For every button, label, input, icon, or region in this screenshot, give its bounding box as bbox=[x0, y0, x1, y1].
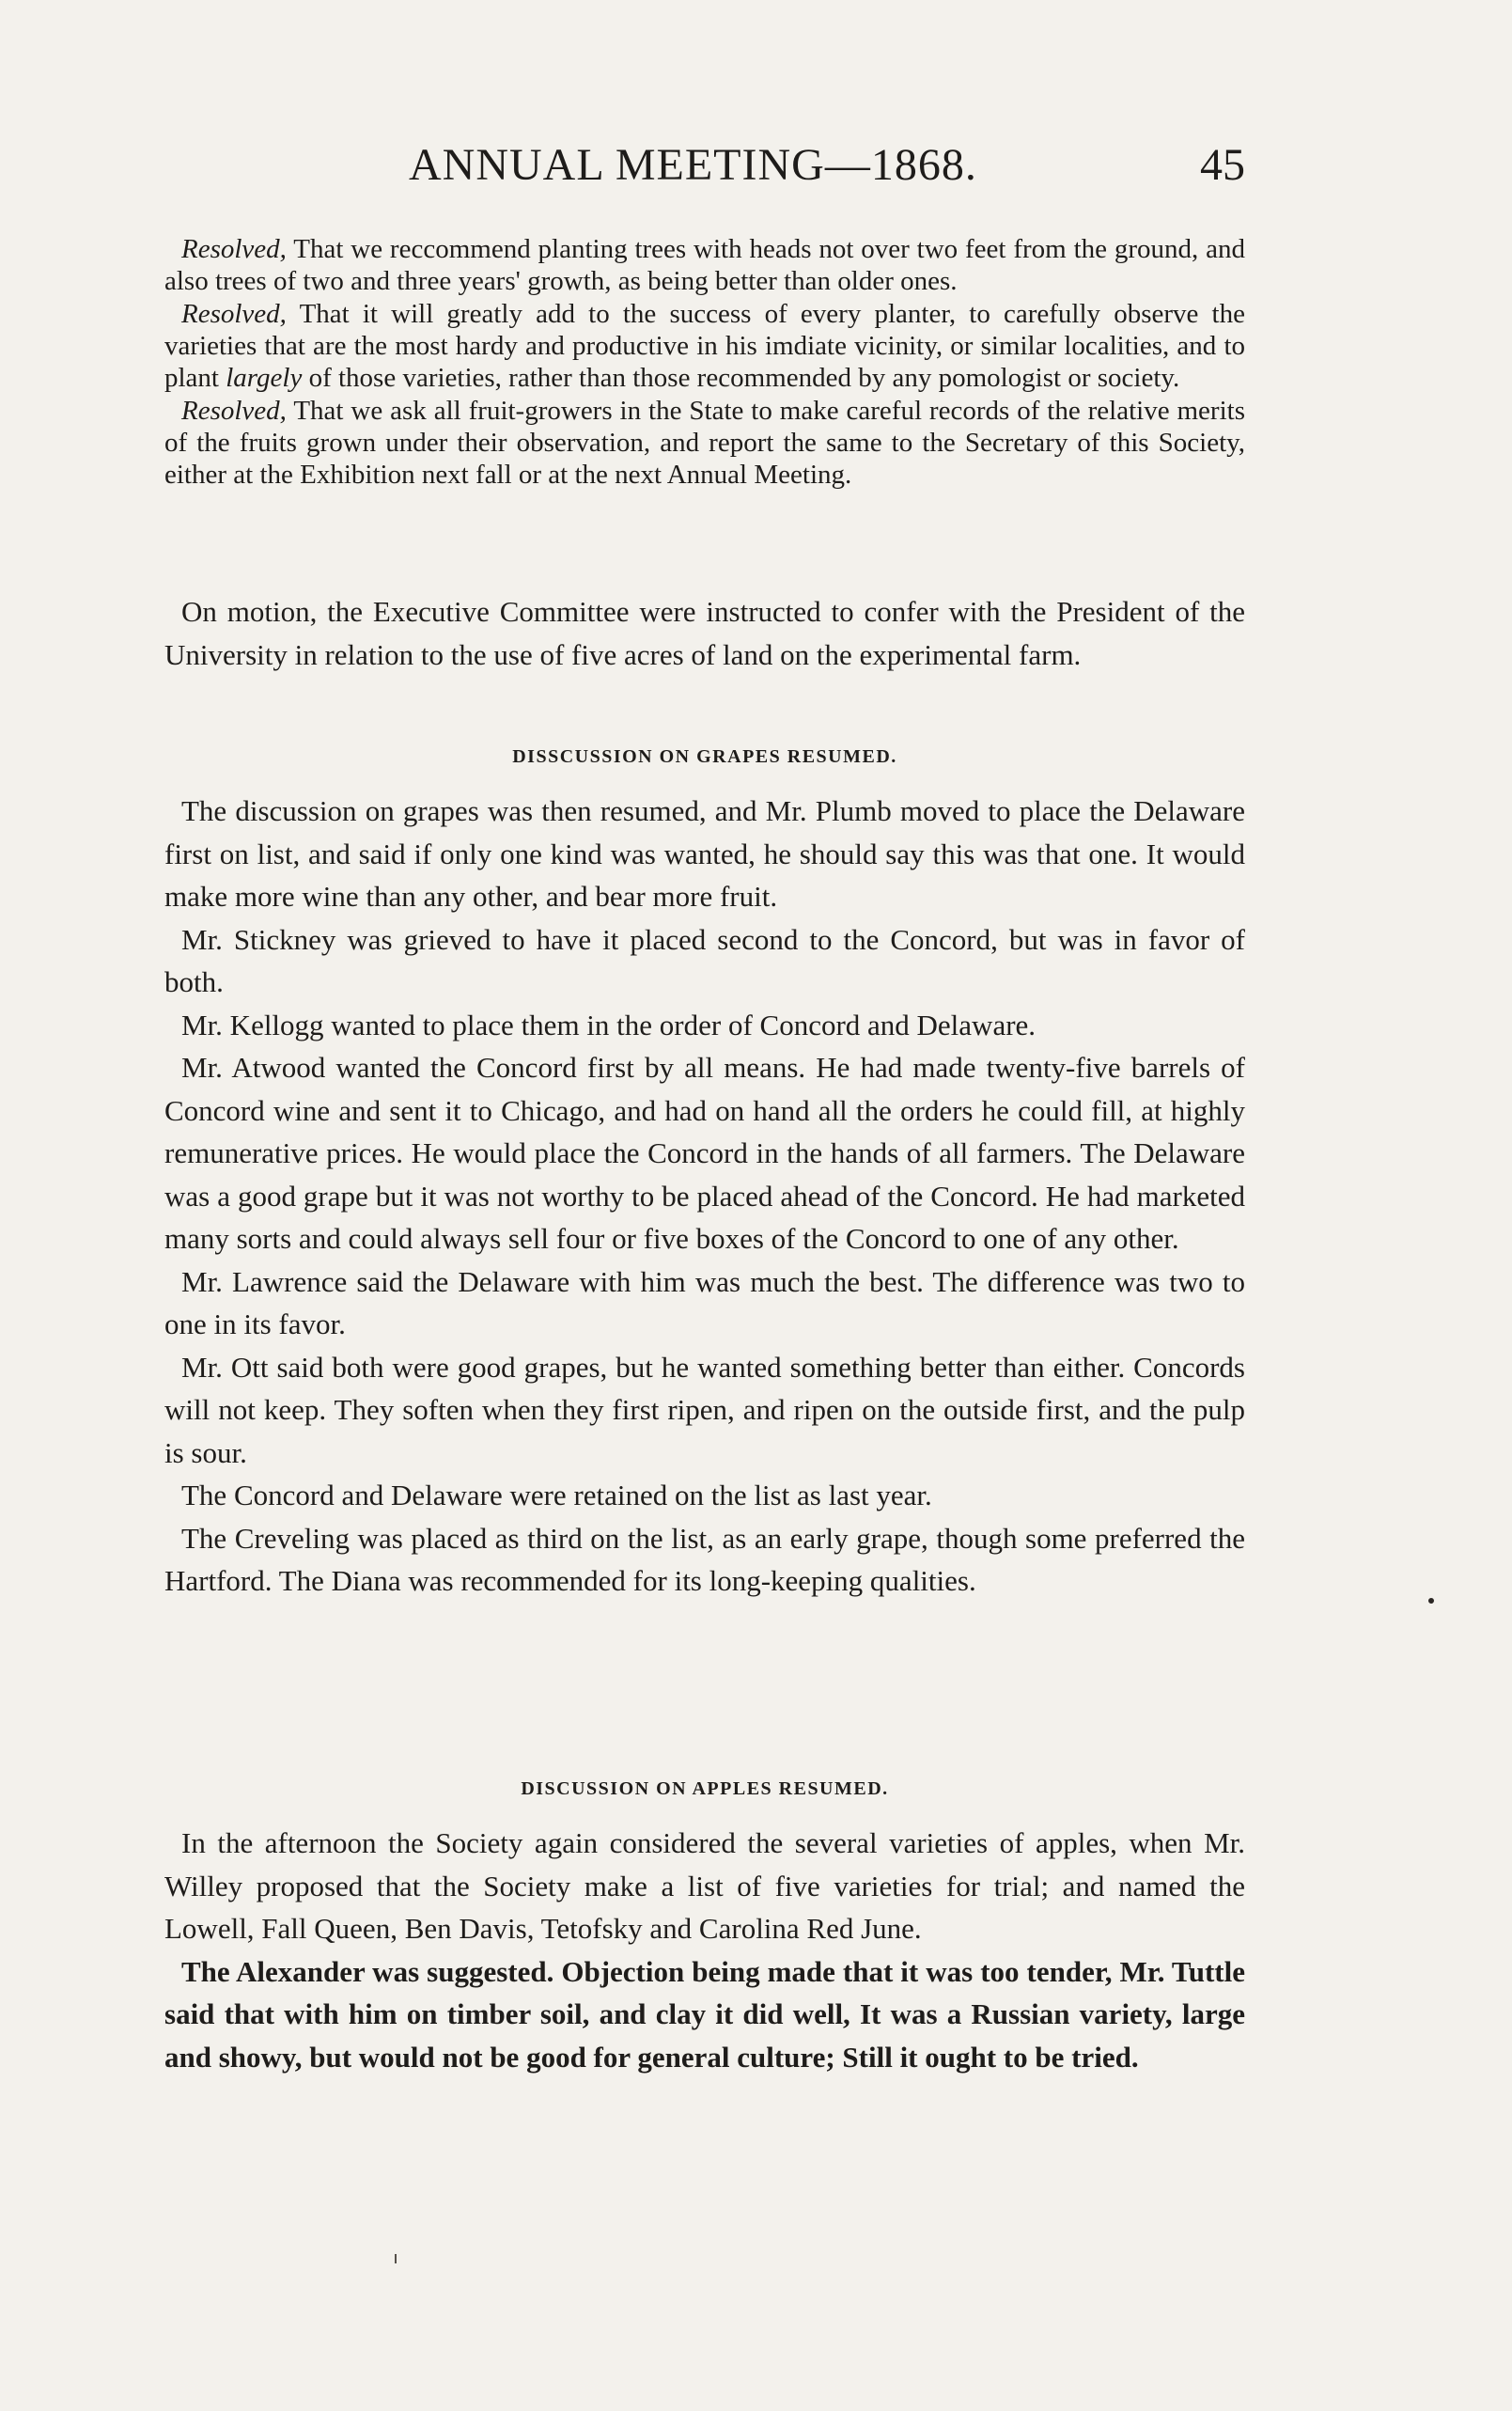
resolution-text: That we ask all fruit-growers in the State to make careful records of the relative merits of the fruits grown under their observation, and report the same to the Secretary of this Society, either at the Exhibition next fall or at the next Annual Meeting. bbox=[164, 396, 1245, 490]
resolution-text: of those varieties, rather than those recommended by any pomologist or society. bbox=[302, 363, 1180, 393]
grapes-paragraph-6: Mr. Ott said both were good grapes, but he wanted something better than either. Concords will not keep. They soften when they first ripen, and ripen on the outside first, and the pulp is sour. bbox=[164, 1350, 1245, 1469]
grapes-paragraph-3: Mr. Kellogg wanted to place them in the order of Concord and Delaware. bbox=[181, 1008, 1037, 1041]
resolution-text: That it will greatly add to the success of every planter, to carefully observe the varieties that are the most hardy and productive in his imdiate vicinity, or similar localities, and to plant bbox=[164, 299, 1245, 393]
grapes-paragraph-7: The Concord and Delaware were retained on the list as last year. bbox=[181, 1479, 932, 1511]
grapes-paragraph-1: The discussion on grapes was then resumed, and Mr. Plumb moved to place the Delaware first on list, and said if only one kind was wanted, he should say this was that one. It would make more wine than any other, and bear more fruit. bbox=[164, 794, 1245, 913]
motion-paragraph: On motion, the Executive Committee were instructed to confer with the President of the University in relation to the use of five acres of land on the experimental farm. bbox=[164, 595, 1245, 671]
resolution-text: That we reccommend planting trees with heads not over two feet from the ground, and also trees of two and three years' growth, as being better than older ones. bbox=[164, 234, 1245, 296]
motion-section bbox=[164, 590, 1245, 676]
resolution-lead: Resolved, bbox=[181, 299, 287, 329]
grapes-paragraph-5: Mr. Lawrence said the Delaware with him was much the best. The difference was two to one in its favor. bbox=[164, 1264, 1245, 1340]
page-header bbox=[164, 139, 1245, 214]
grapes-paragraph-8: The Creveling was placed as third on the list, as an early grape, though some preferred the Hartford. The Diana was recommended for its long-keeping qualities. bbox=[164, 1521, 1245, 1597]
resolution-lead: Resolved, bbox=[181, 234, 287, 264]
page-number: 45 bbox=[1200, 140, 1245, 190]
resolutions-block bbox=[164, 233, 1245, 491]
apples-section bbox=[164, 1822, 1245, 2078]
running-head: ANNUAL MEETING—1868. bbox=[409, 140, 977, 190]
resolution-3 bbox=[164, 395, 1245, 491]
grapes-section-heading: DISSCUSSION ON GRAPES RESUMED. bbox=[512, 746, 897, 767]
apples-paragraph-1: In the afternoon the Society again considered the several varieties of apples, when Mr. Willey proposed that the Society make a list of five varieties for trial; and named the Lowell, Fall Queen, Ben Davis, Tetofsky and Carolina Red June. bbox=[164, 1826, 1245, 1945]
margin-ink-mark bbox=[395, 2254, 397, 2263]
grapes-paragraph-2: Mr. Stickney was grieved to have it placed second to the Concord, but was in favor of both. bbox=[164, 922, 1245, 998]
apples-section-heading: DISCUSSION ON APPLES RESUMED. bbox=[521, 1778, 889, 1799]
grapes-section bbox=[164, 790, 1245, 1603]
apples-paragraph-2: The Alexander was suggested. Objection being made that it was too tender, Mr. Tuttle said that with him on timber soil, and clay it did well, It was a Russian variety, large and showy, but would not be good for general culture; Still it ought to be tried. bbox=[164, 1954, 1245, 2074]
margin-ink-speck bbox=[1428, 1598, 1434, 1604]
resolution-lead: Resolved, bbox=[181, 396, 287, 426]
grapes-paragraph-4: Mr. Atwood wanted the Concord first by all means. He had made twenty-five barrels of Concord wine and sent it to Chicago, and had on hand all the orders he could fill, at highly remunerative prices. He would place the Concord in the hands of all farmers. The Delaware was a good grape but it was not worthy to be placed ahead of the Concord. He had marketed many sorts and could always sell four or five boxes of the Concord to one of any other. bbox=[164, 1051, 1245, 1255]
resolution-1 bbox=[164, 233, 1245, 297]
resolution-2 bbox=[164, 298, 1245, 394]
resolution-emphasis: largely bbox=[226, 363, 303, 393]
